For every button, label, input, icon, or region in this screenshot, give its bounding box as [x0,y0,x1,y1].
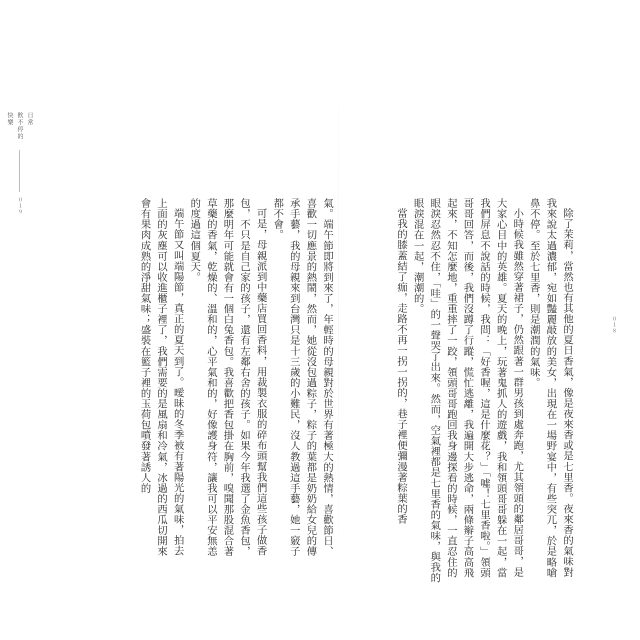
paragraph: 氣。端午節即將到來了，年輕時的母親對於世界有著極大的熱情，喜歡節日、喜歡一切應景的熱鬧，然而，她從沒包過粽子，粽子的葉都是奶奶給女兒的傳承手藝，我的母親來到台灣只是十三歲的小難民，沒人教過這手藝，她一竅子都不會。 [271,198,333,557]
left-page-body [138,198,335,560]
paragraph: 除了茉莉，當然也有其他的夏日香氣，像是夜來香或是七里香。夜來香的氣味對我來說太過濃郁，宛如豔麗敲放的美女，出現在一場野宴中，有些突兀，於是略嗆鼻不停。至於七里香，則是潮潤的氣味。 [527,198,573,578]
page-number-right: ０１８ [611,316,617,334]
paragraph: 端午節又叫端陽節，真正的夏天到了。曖昧的冬季被有著陽光的氣味，拍去上面的灰塵可以收進櫃子裡了，我們需要的是風扇和冷氣，冰過的西瓜切開來會有果肉成熟的淨甜氣味；盛裝在籃子裡的玉荷包噴發著誘人的 [138,198,184,557]
page-number-left: ０１９ [17,197,23,215]
paragraph: 小時候我雖然穿著裙子，仍然跟著一群男孩到處奔跑，尤其領頭的鄰居哥哥，是大家心目中的英雄。夏天的晚上，玩著鬼抓人的遊戲，我和領頭哥哥躲在一起，當我們屏息不說話的時候，我問：「好香喔，這是什麼花？」「噓！七里香啦。」領頭哥哥回答，而後，我們沒蹲了行蹤，慌忙逃離，我遍開大步逃命，兩條辮子高高飛起來，不知怎麼地，重重摔了一跤，領頭哥哥跑回我身邊探看的時候，一直忍住的眼淚忍然忍不住，「哇」的一聲哭了出來。然而，空氣裡都是七里香的氣味，與我的眼淚混在一起，潮潮的。 [411,198,524,584]
running-header [6,112,32,140]
right-page-body [349,198,575,588]
running-header-line: 日常 [26,112,33,126]
running-header-line: 飲不停的 [16,112,23,140]
gutter-divider [338,40,339,600]
header-rule-divider [19,150,20,192]
paragraph: 當我的膝蓋結了痂，走路不再一拐一拐的，巷子裡便彌漫著粽葉的香 [395,208,408,525]
running-header-line: 快樂 [6,112,13,126]
paragraph: 可是，母親派到中藥店買回香料，用裁製衣服的碎布頭幫我們這些孩子做香包，不只是自己家的孩子，還有左鄰右舍的孩子。如果今年我選了金魚香包，那麼明年可能就會有一個白兔香包。我喜歡把香包掛在胸前，嗅聞那股混合著草藥的香氣，乾燥的、溫和的，心平氣和的，好像護身符，讓我可以平安無恙的度過這個夏天。 [188,198,267,557]
